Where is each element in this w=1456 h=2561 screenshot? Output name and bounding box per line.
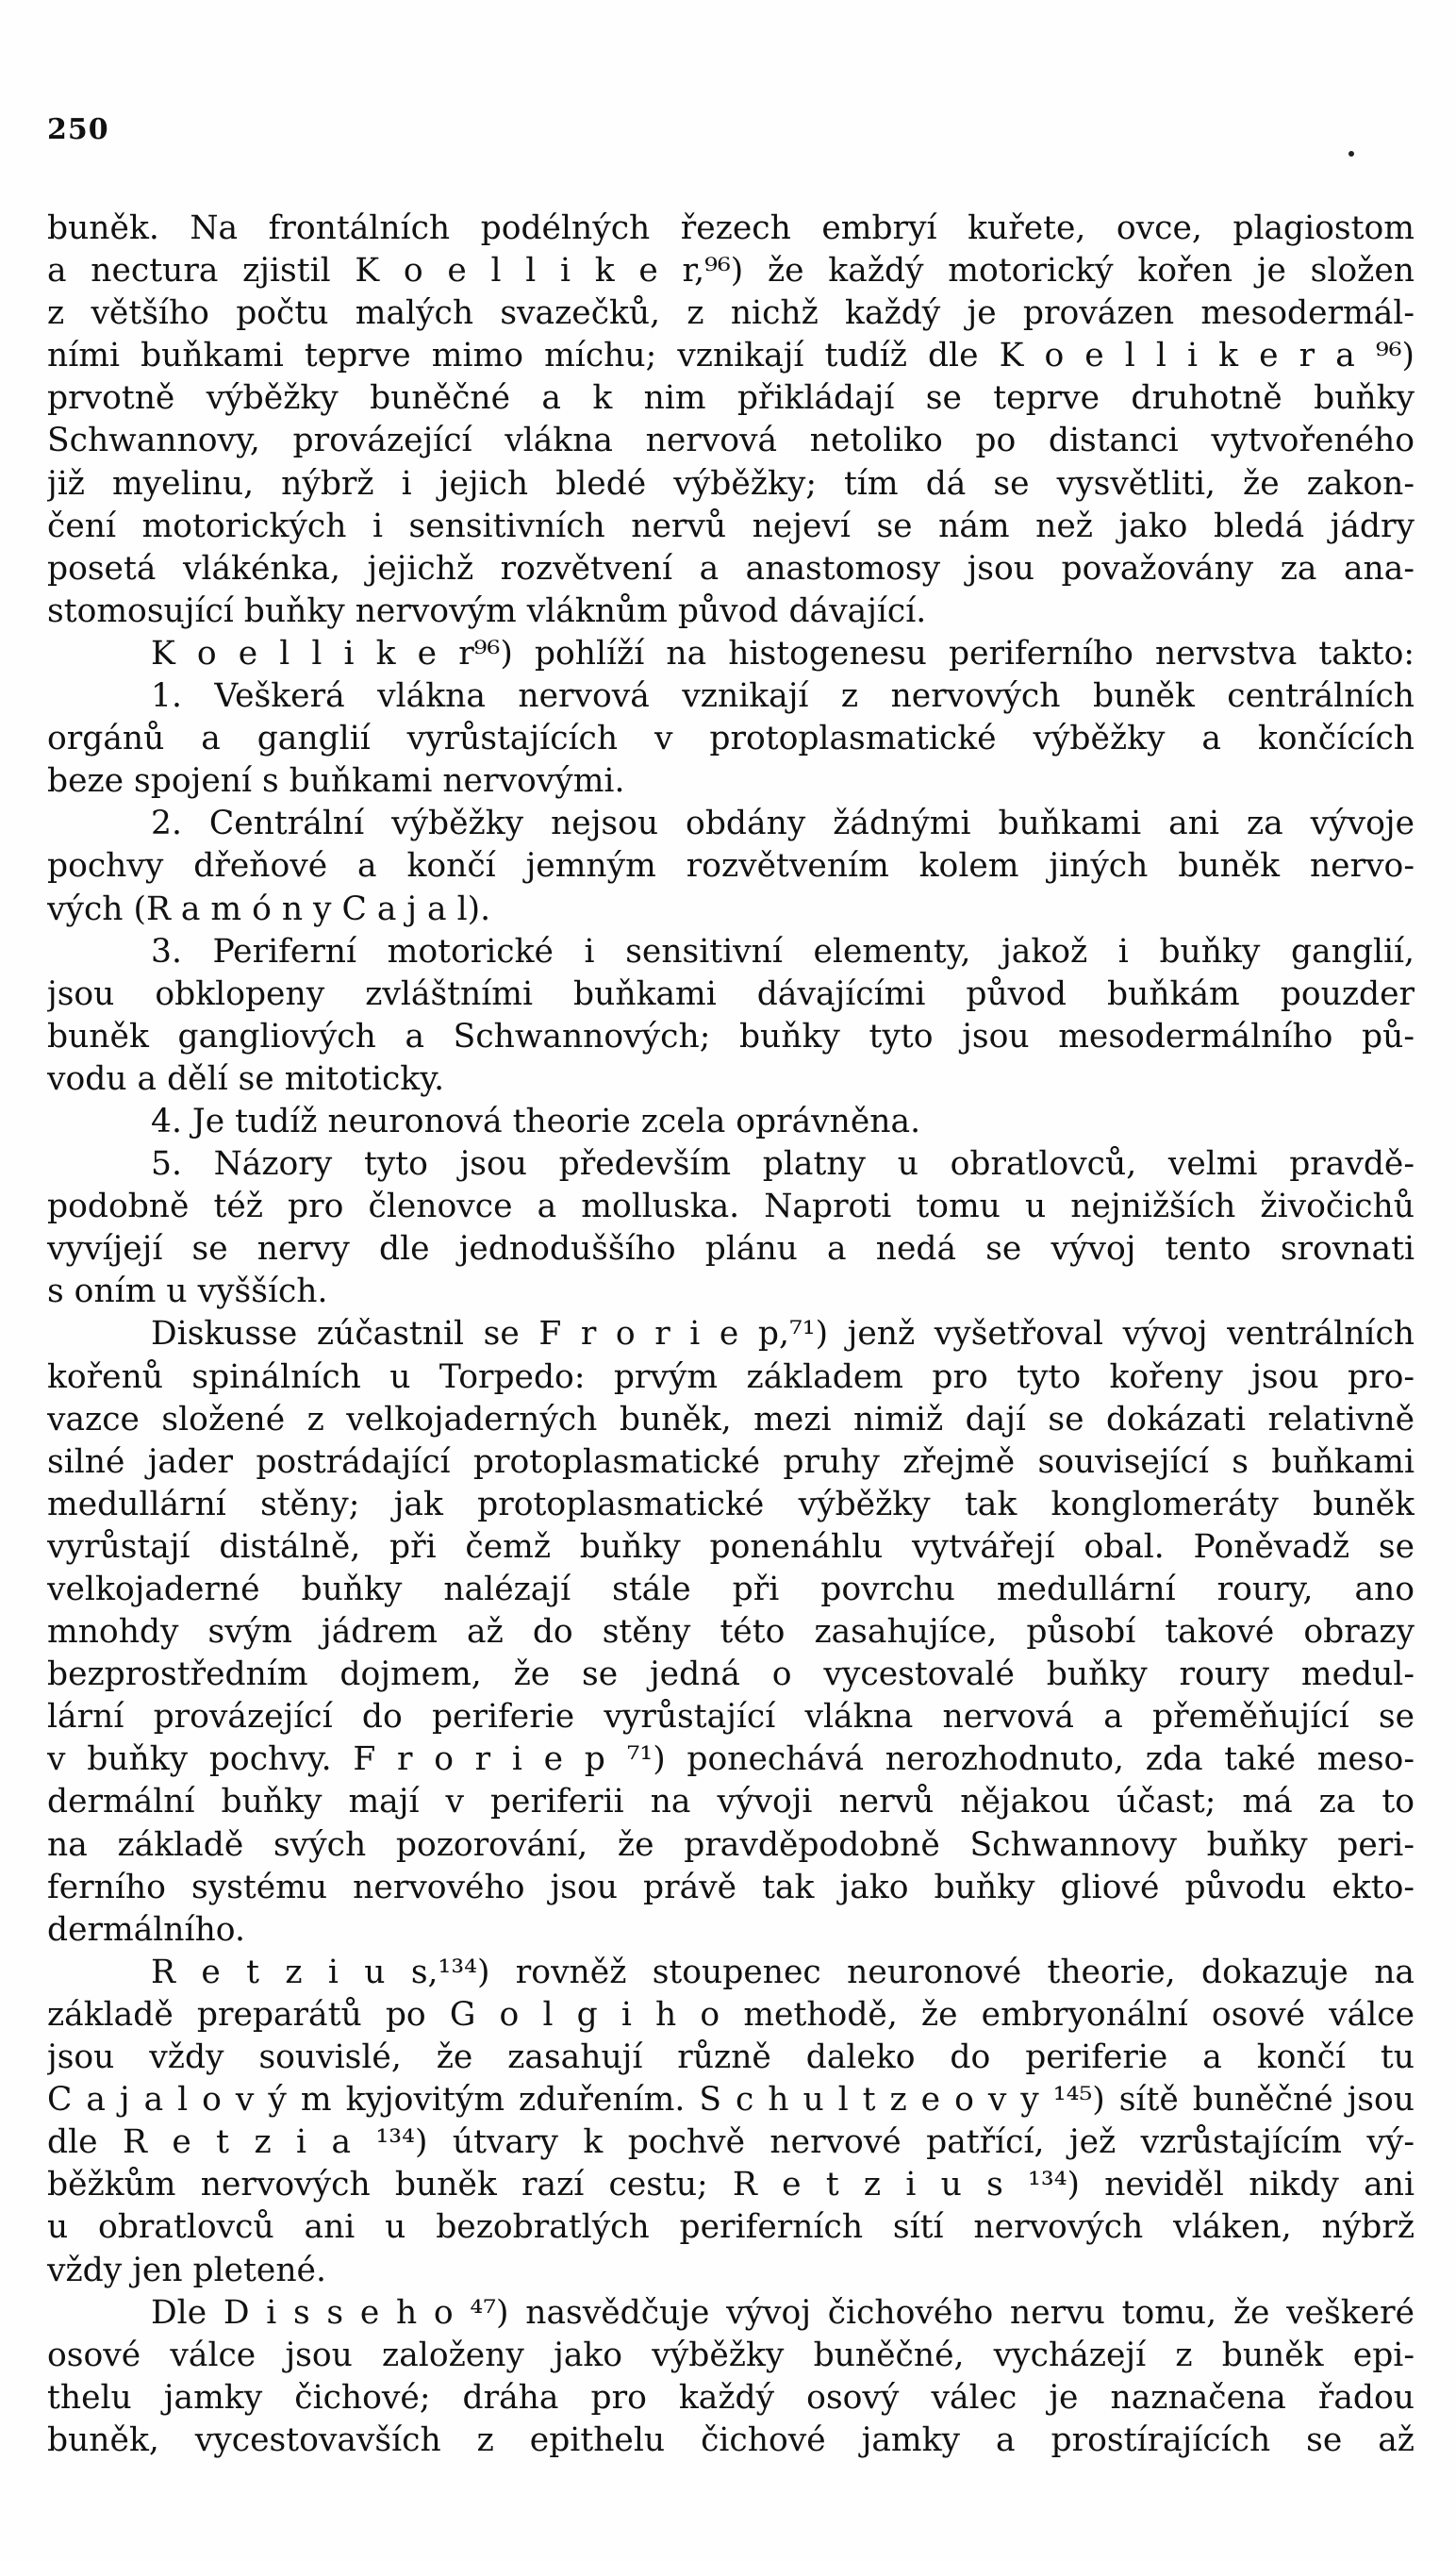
text-line: jsou vždy souvislé, že zasahují různě daleko do periferie a končí tu [47, 2038, 1415, 2077]
text-line: na základě svých pozorování, že pravděpodobně Schwannovy buňky peri- [47, 1825, 1415, 1864]
text-line: osové válce jsou založeny jako výběžky buněčné, vycházejí z buněk epi- [47, 2336, 1415, 2374]
text-line: medullární stěny; jak protoplasmatické výběžky tak konglomeráty buněk [47, 1485, 1415, 1523]
text-line: Dle D i s s e h o ⁴⁷) nasvědčuje vývoj čichového nervu tomu, že veškeré [151, 2293, 1415, 2332]
text-line: prvotně výběžky buněčné a k nim přikládají se teprve druhotně buňky [47, 379, 1415, 418]
text-line: vých (R a m ó n y C a j a l). [47, 890, 491, 928]
text-line: posetá vlákénka, jejichž rozvětvení a anastomosy jsou považovány za ana- [47, 549, 1415, 588]
text-line: velkojaderné buňky nalézají stále při povrchu medullární roury, ano [47, 1571, 1415, 1608]
text-line: orgánů a ganglií vyrůstajících v protoplasmatické výběžky a končících [47, 720, 1415, 758]
text-line: buněk. Na frontálních podélných řezech embryí kuřete, ovce, plagiostom [47, 209, 1415, 247]
page-number: 250 [47, 113, 109, 146]
text-line: dle R e t z i a ¹³⁴) útvary k pochvě nervové patřící, jež vzrůstajícím vý- [47, 2123, 1415, 2162]
text-line: bezprostředním dojmem, že se jedná o vycestovalé buňky roury medul- [47, 1655, 1415, 1694]
text-line: stomosující buňky nervovým vláknům původ dávající. [47, 591, 927, 630]
text-line: kořenů spinálních u Torpedo: prvým základem pro tyto kořeny jsou pro- [47, 1357, 1415, 1396]
text-line: v buňky pochvy. F r o r i e p ⁷¹) ponechává nerozhodnuto, zda také meso- [47, 1740, 1415, 1779]
text-line: vždy jen pletené. [47, 2251, 326, 2289]
text-line: lární provázející do periferie vyrůstající vlákna nervová a přeměňující se [47, 1698, 1415, 1737]
print-speck [1348, 151, 1354, 157]
text-line: K o e l l i k e r⁹⁶) pohlíží na histogenesu periferního nervstva takto: [151, 634, 1415, 673]
text-line: 3. Periferní motorické i sensitivní elementy, jakož i buňky ganglií, [151, 932, 1415, 971]
text-line: ferního systému nervového jsou právě tak jako buňky gliové původu ekto- [47, 1868, 1415, 1906]
text-line: již myelinu, nýbrž i jejich bledé výběžky; tím dá se vysvětliti, že zakon- [47, 464, 1415, 503]
body-text [47, 208, 1415, 2462]
text-line: základě preparátů po G o l g i h o methodě, že embryonální osové válce [47, 1995, 1415, 2034]
text-line: podobně též pro členovce a molluska. Naproti tomu u nejnižších živočichů [47, 1188, 1415, 1226]
text-line: beze spojení s buňkami nervovými. [47, 762, 625, 801]
text-line: Schwannovy, provázející vlákna nervová netoliko po distanci vytvořeného [47, 422, 1415, 460]
text-line: 2. Centrální výběžky nejsou obdány žádnými buňkami ani za vývoje [151, 805, 1415, 843]
text-line: buněk gangliových a Schwannových; buňky tyto jsou mesodermálního pů- [47, 1017, 1415, 1056]
text-line: thelu jamky čichové; dráha pro každý osový válec je naznačena řadou [47, 2378, 1415, 2417]
text-line: dermálního. [47, 1910, 245, 1949]
text-line: C a j a l o v ý m kyjovitým zduřením. S c h u l t z e o v y ¹⁴⁵) sítě buněčné jsou [47, 2081, 1415, 2120]
text-line: vyrůstají distálně, při čemž buňky ponenáhlu vytvářejí obal. Poněvadž se [47, 1527, 1415, 1566]
text-line: pochvy dřeňové a končí jemným rozvětvením kolem jiných buněk nervo- [47, 847, 1415, 886]
text-line: jsou obklopeny zvláštními buňkami dávajícími původ buňkám pouzder [47, 974, 1415, 1013]
text-line: 5. Názory tyto jsou především platny u obratlovců, velmi pravdě- [151, 1145, 1415, 1184]
text-line: mnohdy svým jádrem až do stěny této zasahujíce, působí takové obrazy [47, 1613, 1415, 1652]
text-line: R e t z i u s,¹³⁴) rovněž stoupenec neuronové theorie, dokazuje na [151, 1953, 1415, 1991]
text-line: čení motorických i sensitivních nervů nejeví se nám než jako bledá jádry [47, 507, 1415, 545]
text-line: s oním u vyšších. [47, 1272, 328, 1311]
text-line: silné jader postrádající protoplasmatické pruhy zřejmě související s buňkami [47, 1442, 1415, 1481]
text-line: vodu a dělí se mitoticky. [47, 1059, 445, 1098]
text-line: z většího počtu malých svazečků, z nichž každý je provázen mesodermál- [47, 294, 1415, 333]
text-line: běžkům nervových buněk razí cestu; R e t z i u s ¹³⁴) neviděl nikdy ani [47, 2166, 1415, 2204]
text-line: dermální buňky mají v periferii na vývoji nervů nějakou účast; má za to [47, 1783, 1415, 1821]
text-line: vazce složené z velkojaderných buněk, mezi nimiž dají se dokázati relativně [47, 1400, 1415, 1438]
text-line: ními buňkami teprve mimo míchu; vznikají tudíž dle K o e l l i k e r a ⁹⁶) [47, 337, 1415, 375]
text-line: vyvíjejí se nervy dle jednoduššího plánu a nedá se vývoj tento srovnati [47, 1230, 1415, 1269]
text-line: buněk, vycestovavších z epithelu čichové jamky a prostírajících se až [47, 2420, 1415, 2459]
text-line: u obratlovců ani u bezobratlých periferních sítí nervových vláken, nýbrž [47, 2208, 1415, 2247]
text-line: a nectura zjistil K o e l l i k e r,⁹⁶) že každý motorický kořen je složen [47, 252, 1415, 291]
text-line: Diskusse zúčastnil se F r o r i e p,⁷¹) jenž vyšetřoval vývoj ventrálních [151, 1315, 1415, 1354]
text-line: 1. Veškerá vlákna nervová vznikají z nervových buněk centrálních [151, 677, 1415, 716]
text-line: 4. Je tudíž neuronová theorie zcela oprávněna. [151, 1102, 921, 1140]
